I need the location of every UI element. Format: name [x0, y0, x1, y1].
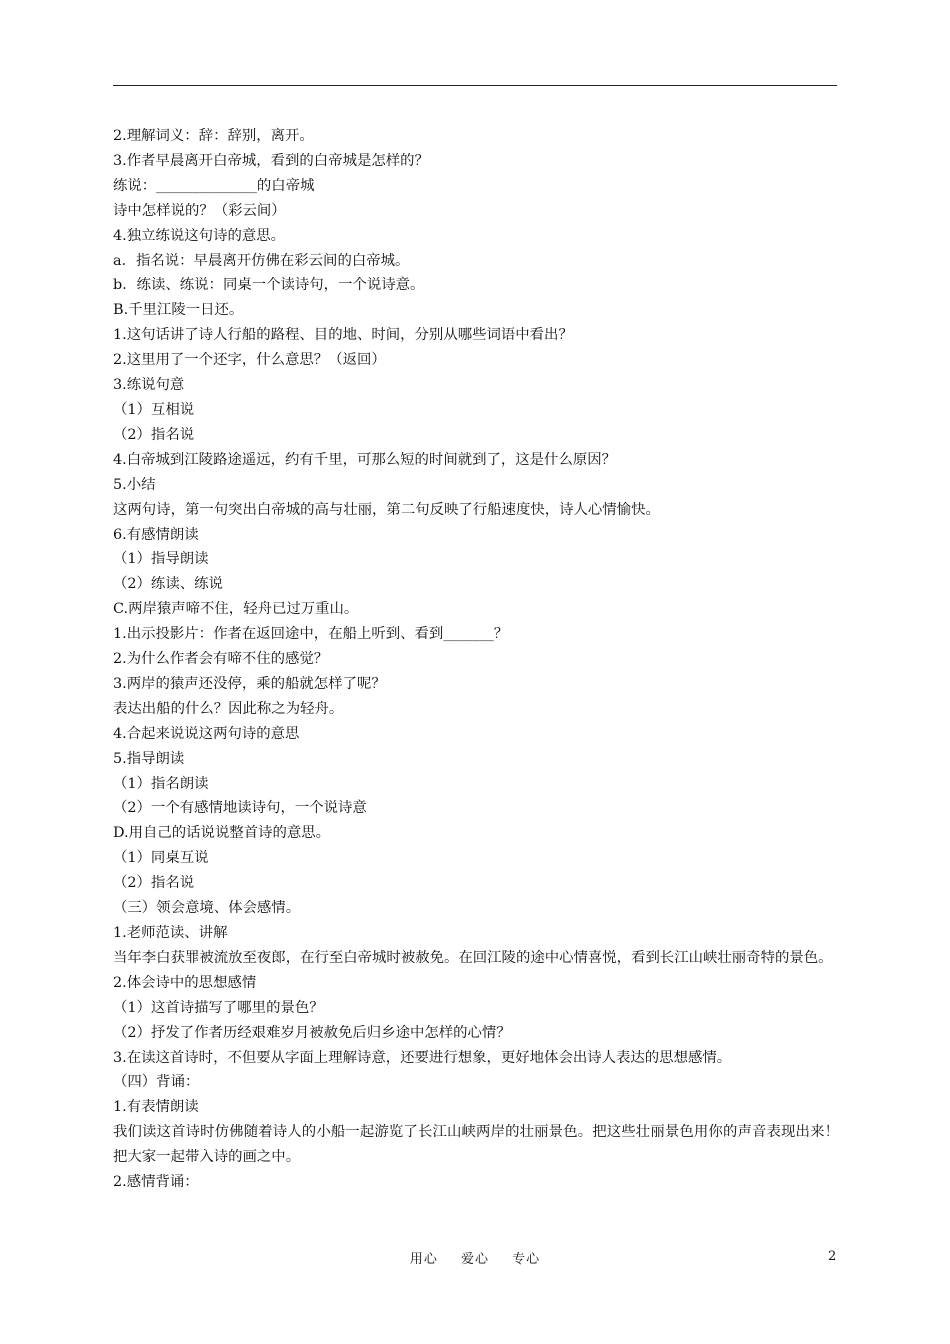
text-line: （2）指名说 — [113, 875, 195, 892]
text-line: 练说：______________的白帝城 — [113, 177, 315, 194]
text-line: 这两句诗，第一句突出白帝城的高与壮丽，第二句反映了行船速度快，诗人心情愉快。 — [113, 501, 660, 518]
text-line: （1）指名朗读 — [113, 775, 209, 792]
text-line: 表达出船的什么？因此称之为轻舟。 — [113, 700, 344, 717]
text-line: 4.独立练说这句诗的意思。 — [113, 227, 286, 244]
page-number: 2 — [828, 1249, 837, 1264]
text-line: （1）同桌互说 — [113, 850, 209, 867]
text-line: 1.有表情朗读 — [113, 1099, 199, 1116]
text-line: 3.两岸的猿声还没停，乘的船就怎样了呢？ — [113, 675, 386, 692]
text-line: 1.这句话讲了诗人行船的路程、目的地、时间，分别从哪些词语中看出？ — [113, 327, 573, 344]
section-heading: B.千里江陵一日还。 — [113, 302, 244, 319]
text-line: 2.体会诗中的思想感情 — [113, 974, 257, 991]
text-line: （2）指名说 — [113, 426, 195, 443]
text-line: 5.小结 — [113, 476, 156, 493]
header-rule — [113, 85, 837, 86]
paragraph: 我们读这首诗时仿佛随着诗人的小船一起游览了长江山峡两岸的壮丽景色。把这些壮丽景色用你的声音表现出来！把大家一起带入诗的画之中。 — [113, 1124, 839, 1166]
text-line: （2）练读、练说 — [113, 576, 223, 593]
text-line: （2）一个有感情地读诗句，一个说诗意 — [113, 800, 367, 817]
text-line: （1）这首诗描写了哪里的景色？ — [113, 999, 324, 1016]
text-line: a．指名说：早晨离开仿佛在彩云间的白帝城。 — [113, 252, 410, 269]
text-line: 2.为什么作者会有啼不住的感觉？ — [113, 651, 329, 668]
section-heading: D.用自己的话说说整首诗的意思。 — [113, 825, 331, 842]
footer-motto: 用心 爱心 专心 — [409, 1252, 541, 1267]
text-line: 诗中怎样说的？（彩云间） — [113, 202, 286, 219]
text-line: 1.老师范读、讲解 — [113, 925, 228, 941]
text-line: 4.合起来说说这两句诗的意思 — [113, 725, 300, 742]
text-line: 3.作者早晨离开白帝城，看到的白帝城是怎样的？ — [113, 152, 429, 169]
text-line: （1）互相说 — [113, 401, 195, 418]
text-line: b．练读、练说：同桌一个读诗句，一个说诗意。 — [113, 277, 425, 294]
section-heading: （三）领会意境、体会感情。 — [113, 900, 301, 917]
text-line: 1.出示投影片：作者在返回途中，在船上听到、看到_______？ — [113, 626, 509, 643]
text-line: 4.白帝城到江陵路途遥远，约有千里，可那么短的时间就到了，这是什么原因？ — [113, 451, 617, 468]
text-line: （1）指导朗读 — [113, 551, 209, 568]
section-heading: （四）背诵： — [113, 1074, 200, 1091]
text-line: 2.感情背诵： — [113, 1174, 199, 1191]
text-line: 2.理解词义：辞：辞别，离开。 — [113, 128, 314, 144]
text-line: 6.有感情朗读 — [113, 526, 199, 543]
text-line: 3.在读这首诗时，不但要从字面上理解诗意，还要进行想象，更好地体会出诗人表达的思想感情。 — [113, 1049, 732, 1066]
text-line: （2）抒发了作者历经艰难岁月被赦免后归乡途中怎样的心情？ — [113, 1024, 511, 1041]
document-body — [113, 124, 839, 1195]
paragraph: 当年李白获罪被流放至夜郎，在行至白帝城时被赦免。在回江陵的途中心情喜悦，看到长江山峡壮丽奇特的景色。 — [113, 949, 833, 966]
section-heading: C.两岸猿声啼不住，轻舟已过万重山。 — [113, 601, 359, 618]
text-line: 5.指导朗读 — [113, 750, 185, 767]
text-line: 3.练说句意 — [113, 377, 185, 394]
text-line: 2.这里用了一个还字，什么意思？（返回） — [113, 352, 386, 369]
